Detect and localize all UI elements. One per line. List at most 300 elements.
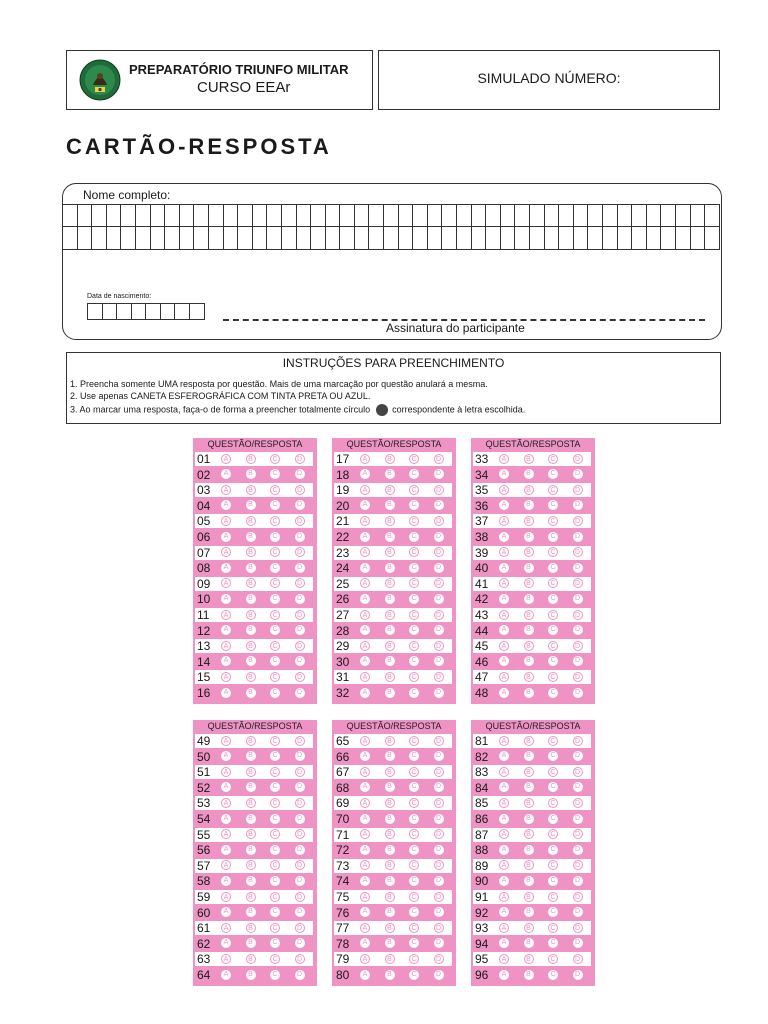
answer-bubble-d[interactable]: D [573, 954, 583, 964]
name-char-cell[interactable] [326, 205, 341, 227]
name-char-cell[interactable] [676, 205, 691, 227]
answer-bubble-a[interactable]: A [499, 907, 509, 917]
answer-bubble-c[interactable]: C [409, 954, 419, 964]
answer-bubble-c[interactable]: C [409, 798, 419, 808]
name-char-cell[interactable] [326, 227, 341, 249]
answer-bubble-a[interactable]: A [221, 469, 231, 479]
answer-bubble-a[interactable]: A [499, 454, 509, 464]
answer-bubble-b[interactable]: B [524, 798, 534, 808]
answer-bubble-c[interactable]: C [409, 610, 419, 620]
answer-bubble-b[interactable]: B [524, 860, 534, 870]
answer-bubble-d[interactable]: D [434, 923, 444, 933]
dob-char-cell[interactable] [175, 304, 190, 319]
answer-bubble-d[interactable]: D [434, 767, 444, 777]
answer-bubble-b[interactable]: B [246, 578, 256, 588]
answer-bubble-c[interactable]: C [270, 876, 280, 886]
name-char-cell[interactable] [311, 205, 326, 227]
answer-bubble-c[interactable]: C [409, 751, 419, 761]
dob-char-cell[interactable] [190, 304, 205, 319]
name-char-cell[interactable] [530, 205, 545, 227]
dob-char-cell[interactable] [117, 304, 132, 319]
answer-bubble-d[interactable]: D [434, 938, 444, 948]
answer-bubble-b[interactable]: B [524, 892, 534, 902]
answer-bubble-a[interactable]: A [499, 656, 509, 666]
answer-bubble-d[interactable]: D [434, 798, 444, 808]
answer-bubble-a[interactable]: A [221, 672, 231, 682]
name-char-cell[interactable] [618, 227, 633, 249]
answer-bubble-d[interactable]: D [295, 578, 305, 588]
answer-bubble-b[interactable]: B [524, 625, 534, 635]
answer-bubble-c[interactable]: C [270, 578, 280, 588]
answer-bubble-c[interactable]: C [548, 907, 558, 917]
answer-bubble-c[interactable]: C [270, 469, 280, 479]
answer-bubble-d[interactable]: D [295, 798, 305, 808]
answer-bubble-b[interactable]: B [385, 845, 395, 855]
name-char-cell[interactable] [121, 205, 136, 227]
answer-bubble-c[interactable]: C [270, 923, 280, 933]
answer-bubble-b[interactable]: B [524, 970, 534, 980]
answer-bubble-a[interactable]: A [499, 563, 509, 573]
name-char-cell[interactable] [194, 227, 209, 249]
name-char-cell[interactable] [238, 227, 253, 249]
answer-bubble-c[interactable]: C [548, 938, 558, 948]
answer-bubble-d[interactable]: D [295, 938, 305, 948]
answer-bubble-c[interactable]: C [270, 641, 280, 651]
answer-bubble-a[interactable]: A [499, 532, 509, 542]
answer-bubble-d[interactable]: D [573, 923, 583, 933]
answer-bubble-a[interactable]: A [360, 485, 370, 495]
name-char-cell[interactable] [136, 205, 151, 227]
answer-bubble-c[interactable]: C [270, 798, 280, 808]
name-char-cell[interactable] [224, 205, 239, 227]
answer-bubble-c[interactable]: C [409, 625, 419, 635]
answer-bubble-c[interactable]: C [409, 578, 419, 588]
name-char-cell[interactable] [559, 205, 574, 227]
name-char-cell[interactable] [121, 227, 136, 249]
answer-bubble-b[interactable]: B [385, 547, 395, 557]
name-char-cell[interactable] [632, 205, 647, 227]
answer-bubble-c[interactable]: C [270, 610, 280, 620]
name-char-cell[interactable] [340, 227, 355, 249]
answer-bubble-a[interactable]: A [221, 625, 231, 635]
name-char-cell[interactable] [180, 205, 195, 227]
answer-bubble-b[interactable]: B [246, 516, 256, 526]
answer-bubble-d[interactable]: D [295, 469, 305, 479]
answer-bubble-d[interactable]: D [295, 923, 305, 933]
name-char-cell[interactable] [515, 227, 530, 249]
name-char-cell[interactable] [428, 205, 443, 227]
answer-bubble-d[interactable]: D [295, 641, 305, 651]
answer-bubble-d[interactable]: D [573, 516, 583, 526]
answer-bubble-c[interactable]: C [270, 547, 280, 557]
answer-bubble-d[interactable]: D [573, 500, 583, 510]
name-char-cell[interactable] [647, 205, 662, 227]
name-char-cell[interactable] [297, 205, 312, 227]
answer-bubble-c[interactable]: C [270, 970, 280, 980]
name-char-cell[interactable] [588, 227, 603, 249]
name-char-cell[interactable] [515, 205, 530, 227]
answer-bubble-a[interactable]: A [221, 876, 231, 886]
answer-bubble-d[interactable]: D [295, 563, 305, 573]
answer-bubble-a[interactable]: A [221, 578, 231, 588]
answer-bubble-c[interactable]: C [548, 547, 558, 557]
answer-bubble-c[interactable]: C [548, 454, 558, 464]
answer-bubble-b[interactable]: B [385, 500, 395, 510]
answer-bubble-b[interactable]: B [246, 736, 256, 746]
answer-bubble-a[interactable]: A [360, 954, 370, 964]
name-char-cell[interactable] [501, 205, 516, 227]
answer-bubble-c[interactable]: C [270, 736, 280, 746]
answer-bubble-c[interactable]: C [548, 814, 558, 824]
answer-bubble-c[interactable]: C [548, 798, 558, 808]
answer-bubble-d[interactable]: D [573, 688, 583, 698]
name-char-cell[interactable] [676, 227, 691, 249]
answer-bubble-b[interactable]: B [385, 938, 395, 948]
answer-bubble-b[interactable]: B [385, 736, 395, 746]
answer-bubble-c[interactable]: C [270, 954, 280, 964]
answer-bubble-a[interactable]: A [499, 751, 509, 761]
answer-bubble-a[interactable]: A [499, 860, 509, 870]
answer-bubble-d[interactable]: D [295, 970, 305, 980]
answer-bubble-b[interactable]: B [524, 454, 534, 464]
answer-bubble-c[interactable]: C [548, 672, 558, 682]
name-char-cell[interactable] [165, 205, 180, 227]
answer-bubble-d[interactable]: D [295, 532, 305, 542]
answer-bubble-d[interactable]: D [434, 829, 444, 839]
answer-bubble-c[interactable]: C [409, 656, 419, 666]
answer-bubble-b[interactable]: B [246, 829, 256, 839]
answer-bubble-c[interactable]: C [548, 563, 558, 573]
answer-bubble-d[interactable]: D [434, 594, 444, 604]
answer-bubble-a[interactable]: A [499, 767, 509, 777]
answer-bubble-c[interactable]: C [270, 516, 280, 526]
answer-bubble-c[interactable]: C [409, 547, 419, 557]
answer-bubble-d[interactable]: D [573, 736, 583, 746]
answer-bubble-a[interactable]: A [360, 454, 370, 464]
answer-bubble-c[interactable]: C [270, 454, 280, 464]
answer-bubble-b[interactable]: B [246, 532, 256, 542]
answer-bubble-d[interactable]: D [573, 860, 583, 870]
answer-bubble-a[interactable]: A [221, 516, 231, 526]
answer-bubble-c[interactable]: C [548, 923, 558, 933]
answer-bubble-a[interactable]: A [221, 563, 231, 573]
answer-bubble-d[interactable]: D [434, 532, 444, 542]
name-char-cell[interactable] [209, 227, 224, 249]
answer-bubble-b[interactable]: B [385, 970, 395, 980]
name-char-cell[interactable] [486, 227, 501, 249]
answer-bubble-c[interactable]: C [270, 688, 280, 698]
dob-char-cell[interactable] [132, 304, 147, 319]
answer-bubble-a[interactable]: A [499, 594, 509, 604]
answer-bubble-d[interactable]: D [434, 892, 444, 902]
answer-bubble-a[interactable]: A [360, 563, 370, 573]
answer-bubble-a[interactable]: A [499, 688, 509, 698]
name-char-cell[interactable] [107, 205, 122, 227]
name-char-cell[interactable] [603, 227, 618, 249]
answer-bubble-a[interactable]: A [499, 469, 509, 479]
answer-bubble-d[interactable]: D [295, 907, 305, 917]
answer-bubble-c[interactable]: C [548, 860, 558, 870]
answer-bubble-c[interactable]: C [270, 814, 280, 824]
answer-bubble-b[interactable]: B [385, 532, 395, 542]
answer-bubble-b[interactable]: B [524, 485, 534, 495]
answer-bubble-a[interactable]: A [360, 829, 370, 839]
answer-bubble-a[interactable]: A [221, 829, 231, 839]
answer-bubble-d[interactable]: D [434, 454, 444, 464]
answer-bubble-a[interactable]: A [360, 672, 370, 682]
name-char-cell[interactable] [647, 227, 662, 249]
answer-bubble-d[interactable]: D [295, 892, 305, 902]
answer-bubble-a[interactable]: A [360, 469, 370, 479]
answer-bubble-a[interactable]: A [360, 516, 370, 526]
answer-bubble-c[interactable]: C [409, 907, 419, 917]
answer-bubble-b[interactable]: B [524, 751, 534, 761]
answer-bubble-a[interactable]: A [499, 970, 509, 980]
answer-bubble-b[interactable]: B [385, 563, 395, 573]
answer-bubble-b[interactable]: B [246, 641, 256, 651]
answer-bubble-b[interactable]: B [246, 860, 256, 870]
answer-bubble-a[interactable]: A [499, 845, 509, 855]
answer-bubble-a[interactable]: A [499, 923, 509, 933]
name-char-cell[interactable] [253, 227, 268, 249]
name-char-cell[interactable] [78, 205, 93, 227]
answer-bubble-a[interactable]: A [221, 532, 231, 542]
answer-bubble-d[interactable]: D [573, 938, 583, 948]
answer-bubble-a[interactable]: A [221, 938, 231, 948]
answer-bubble-b[interactable]: B [385, 641, 395, 651]
answer-bubble-d[interactable]: D [573, 625, 583, 635]
answer-bubble-c[interactable]: C [409, 563, 419, 573]
answer-bubble-a[interactable]: A [221, 860, 231, 870]
answer-bubble-d[interactable]: D [295, 736, 305, 746]
answer-bubble-a[interactable]: A [360, 938, 370, 948]
answer-bubble-d[interactable]: D [573, 798, 583, 808]
name-char-cell[interactable] [209, 205, 224, 227]
answer-bubble-b[interactable]: B [524, 610, 534, 620]
answer-bubble-b[interactable]: B [524, 814, 534, 824]
answer-bubble-c[interactable]: C [409, 500, 419, 510]
answer-bubble-c[interactable]: C [409, 814, 419, 824]
answer-bubble-a[interactable]: A [221, 610, 231, 620]
name-input-grid[interactable] [63, 204, 720, 250]
name-char-cell[interactable] [151, 227, 166, 249]
answer-bubble-c[interactable]: C [548, 845, 558, 855]
answer-bubble-a[interactable]: A [360, 814, 370, 824]
answer-bubble-b[interactable]: B [385, 454, 395, 464]
name-char-cell[interactable] [180, 227, 195, 249]
answer-bubble-a[interactable]: A [499, 954, 509, 964]
name-char-cell[interactable] [559, 227, 574, 249]
answer-bubble-d[interactable]: D [295, 610, 305, 620]
answer-bubble-b[interactable]: B [246, 767, 256, 777]
name-char-cell[interactable] [603, 205, 618, 227]
answer-bubble-b[interactable]: B [385, 751, 395, 761]
answer-bubble-d[interactable]: D [295, 829, 305, 839]
name-char-cell[interactable] [238, 205, 253, 227]
answer-bubble-a[interactable]: A [221, 594, 231, 604]
name-char-cell[interactable] [165, 227, 180, 249]
answer-bubble-b[interactable]: B [385, 485, 395, 495]
name-char-cell[interactable] [92, 205, 107, 227]
answer-bubble-a[interactable]: A [360, 970, 370, 980]
answer-bubble-d[interactable]: D [573, 454, 583, 464]
name-char-cell[interactable] [340, 205, 355, 227]
answer-bubble-d[interactable]: D [434, 736, 444, 746]
answer-bubble-d[interactable]: D [573, 829, 583, 839]
answer-bubble-b[interactable]: B [246, 782, 256, 792]
answer-bubble-b[interactable]: B [524, 532, 534, 542]
answer-bubble-d[interactable]: D [573, 907, 583, 917]
answer-bubble-d[interactable]: D [434, 469, 444, 479]
answer-bubble-b[interactable]: B [524, 641, 534, 651]
answer-bubble-c[interactable]: C [270, 938, 280, 948]
answer-bubble-b[interactable]: B [385, 954, 395, 964]
answer-bubble-c[interactable]: C [409, 672, 419, 682]
name-char-cell[interactable] [384, 227, 399, 249]
answer-bubble-d[interactable]: D [573, 578, 583, 588]
answer-bubble-c[interactable]: C [270, 656, 280, 666]
name-char-cell[interactable] [63, 205, 78, 227]
answer-bubble-b[interactable]: B [385, 907, 395, 917]
answer-bubble-b[interactable]: B [385, 782, 395, 792]
answer-bubble-d[interactable]: D [573, 656, 583, 666]
answer-bubble-b[interactable]: B [524, 938, 534, 948]
answer-bubble-c[interactable]: C [270, 751, 280, 761]
answer-bubble-d[interactable]: D [434, 625, 444, 635]
answer-bubble-d[interactable]: D [434, 563, 444, 573]
answer-bubble-a[interactable]: A [221, 954, 231, 964]
answer-bubble-b[interactable]: B [246, 672, 256, 682]
answer-bubble-a[interactable]: A [221, 923, 231, 933]
answer-bubble-b[interactable]: B [246, 610, 256, 620]
name-char-cell[interactable] [267, 205, 282, 227]
answer-bubble-a[interactable]: A [360, 578, 370, 588]
name-char-cell[interactable] [588, 205, 603, 227]
answer-bubble-b[interactable]: B [524, 688, 534, 698]
dob-char-cell[interactable] [88, 304, 103, 319]
answer-bubble-a[interactable]: A [221, 688, 231, 698]
answer-bubble-b[interactable]: B [246, 814, 256, 824]
answer-bubble-c[interactable]: C [409, 860, 419, 870]
answer-bubble-b[interactable]: B [385, 876, 395, 886]
answer-bubble-a[interactable]: A [360, 907, 370, 917]
answer-bubble-a[interactable]: A [499, 641, 509, 651]
answer-bubble-c[interactable]: C [548, 578, 558, 588]
answer-bubble-c[interactable]: C [270, 563, 280, 573]
answer-bubble-c[interactable]: C [270, 485, 280, 495]
answer-bubble-c[interactable]: C [270, 767, 280, 777]
name-char-cell[interactable] [530, 227, 545, 249]
answer-bubble-c[interactable]: C [270, 532, 280, 542]
answer-bubble-c[interactable]: C [548, 751, 558, 761]
answer-bubble-a[interactable]: A [360, 751, 370, 761]
name-char-cell[interactable] [297, 227, 312, 249]
answer-bubble-c[interactable]: C [270, 500, 280, 510]
answer-bubble-c[interactable]: C [548, 767, 558, 777]
answer-bubble-d[interactable]: D [573, 469, 583, 479]
name-char-cell[interactable] [136, 227, 151, 249]
answer-bubble-b[interactable]: B [524, 876, 534, 886]
answer-bubble-b[interactable]: B [246, 876, 256, 886]
answer-bubble-d[interactable]: D [295, 625, 305, 635]
name-char-cell[interactable] [428, 227, 443, 249]
answer-bubble-a[interactable]: A [221, 485, 231, 495]
name-char-cell[interactable] [413, 205, 428, 227]
answer-bubble-b[interactable]: B [246, 454, 256, 464]
answer-bubble-d[interactable]: D [434, 578, 444, 588]
name-char-cell[interactable] [151, 205, 166, 227]
answer-bubble-a[interactable]: A [499, 500, 509, 510]
answer-bubble-b[interactable]: B [246, 469, 256, 479]
answer-bubble-b[interactable]: B [524, 656, 534, 666]
answer-bubble-d[interactable]: D [573, 610, 583, 620]
answer-bubble-a[interactable]: A [499, 829, 509, 839]
name-char-cell[interactable] [107, 227, 122, 249]
answer-bubble-c[interactable]: C [548, 610, 558, 620]
answer-bubble-d[interactable]: D [434, 907, 444, 917]
name-char-cell[interactable] [224, 227, 239, 249]
answer-bubble-d[interactable]: D [295, 454, 305, 464]
answer-bubble-c[interactable]: C [270, 860, 280, 870]
answer-bubble-d[interactable]: D [295, 782, 305, 792]
answer-bubble-a[interactable]: A [499, 798, 509, 808]
name-char-cell[interactable] [355, 205, 370, 227]
answer-bubble-a[interactable]: A [499, 516, 509, 526]
answer-bubble-a[interactable]: A [499, 485, 509, 495]
answer-bubble-c[interactable]: C [270, 845, 280, 855]
answer-bubble-a[interactable]: A [499, 892, 509, 902]
answer-bubble-b[interactable]: B [385, 469, 395, 479]
name-char-cell[interactable] [384, 205, 399, 227]
name-char-cell[interactable] [78, 227, 93, 249]
answer-bubble-a[interactable]: A [221, 845, 231, 855]
answer-bubble-d[interactable]: D [295, 954, 305, 964]
answer-bubble-a[interactable]: A [221, 814, 231, 824]
name-char-cell[interactable] [472, 227, 487, 249]
answer-bubble-c[interactable]: C [548, 625, 558, 635]
answer-bubble-c[interactable]: C [548, 954, 558, 964]
answer-bubble-c[interactable]: C [409, 845, 419, 855]
answer-bubble-a[interactable]: A [360, 500, 370, 510]
answer-bubble-b[interactable]: B [524, 547, 534, 557]
answer-bubble-b[interactable]: B [385, 892, 395, 902]
name-char-cell[interactable] [705, 205, 720, 227]
answer-bubble-a[interactable]: A [221, 454, 231, 464]
name-char-cell[interactable] [355, 227, 370, 249]
answer-bubble-c[interactable]: C [409, 516, 419, 526]
answer-bubble-b[interactable]: B [246, 751, 256, 761]
answer-bubble-a[interactable]: A [360, 876, 370, 886]
name-char-cell[interactable] [413, 227, 428, 249]
answer-bubble-a[interactable]: A [360, 782, 370, 792]
answer-bubble-b[interactable]: B [385, 814, 395, 824]
answer-bubble-b[interactable]: B [524, 954, 534, 964]
answer-bubble-d[interactable]: D [295, 767, 305, 777]
answer-bubble-d[interactable]: D [573, 876, 583, 886]
dob-input-grid[interactable] [87, 303, 205, 320]
answer-bubble-c[interactable]: C [270, 782, 280, 792]
answer-bubble-d[interactable]: D [295, 656, 305, 666]
answer-bubble-c[interactable]: C [548, 485, 558, 495]
answer-bubble-c[interactable]: C [409, 532, 419, 542]
answer-bubble-c[interactable]: C [409, 970, 419, 980]
name-char-cell[interactable] [661, 227, 676, 249]
answer-bubble-b[interactable]: B [524, 672, 534, 682]
dob-char-cell[interactable] [161, 304, 176, 319]
answer-bubble-b[interactable]: B [246, 688, 256, 698]
answer-bubble-d[interactable]: D [434, 547, 444, 557]
name-char-cell[interactable] [618, 205, 633, 227]
